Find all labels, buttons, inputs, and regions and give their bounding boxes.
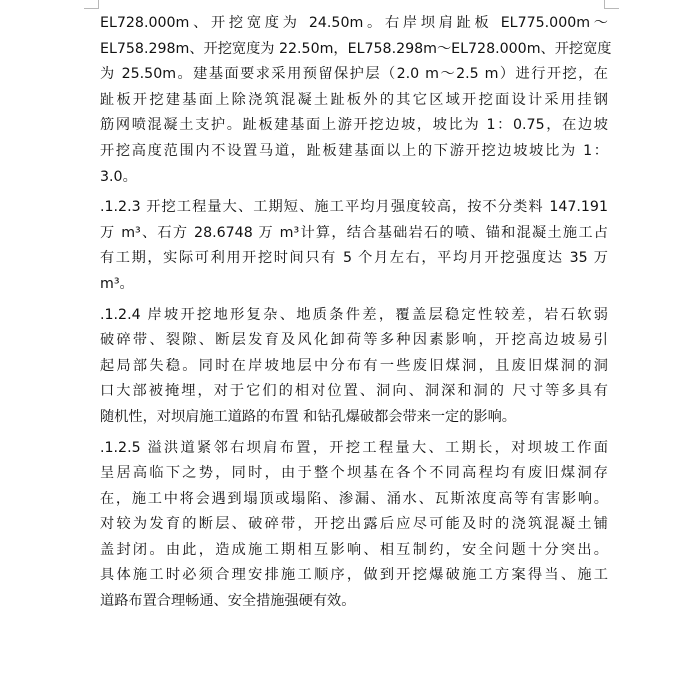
- paragraph-intro: [100, 11, 612, 190]
- text-line: 具体施工时必须合理安排施工顺序，做到开挖爆破施工方案得当、施工: [100, 567, 608, 584]
- text-line: 道路布置合理畅通、安全措施强硬有效。: [100, 593, 356, 610]
- text-line: 呈居高临下之势，同时，由于整个坝基在各个不同高程均有废旧煤洞存: [100, 465, 608, 482]
- text-line: 万 m³、石方 28.6748 万 m³计算，结合基础岩石的喷、锚和混凝土施工占: [100, 224, 608, 241]
- document-body[interactable]: [100, 11, 612, 615]
- text-line: 筋网喷混凝土支护。趾板建基面上游开挖边坡，坡比为 1：0.75，在边坡: [100, 117, 608, 134]
- text-line: 开挖高度范围内不设置马道，趾板建基面以上的下游开挖边坡坡比为 1：: [100, 142, 608, 159]
- text-line: 随机性，对坝肩施工道路的布置 和钻孔爆破都会带来一定的影响。: [100, 408, 516, 425]
- text-line: 破碎带、裂隙、断层发育及风化卸荷等多种因素影响，开挖高边坡易引: [100, 332, 608, 349]
- page-corner-mark-right: [604, 0, 619, 9]
- text-line: 3.0。: [100, 168, 137, 185]
- text-line: .1.2.3 开挖工程量大、工期短、施工平均月强度较高，按不分类料 147.191: [100, 199, 608, 216]
- page-corner-mark-left: [84, 0, 99, 9]
- text-line: 为 25.50m。建基面要求采用预留保护层（2.0 m～2.5 m）进行开挖，在: [100, 66, 608, 83]
- text-line: 趾板开挖建基面上除浇筑混凝土趾板外的其它区域开挖面设计采用挂钢: [100, 91, 608, 108]
- text-line: m³。: [100, 275, 134, 292]
- text-line: 起局部失稳。同时在岸坡地层中分布有一些废旧煤洞，且废旧煤洞的洞: [100, 357, 608, 374]
- paragraph-1-2-4: [100, 303, 608, 431]
- text-line: 盖封闭。由此，造成施工期相互影响、相互制约，安全问题十分突出。: [100, 541, 608, 558]
- text-line: 对较为发育的断层、破碎带，开挖出露后应尽可能及时的浇筑混凝土铺: [100, 516, 608, 533]
- text-line: .1.2.4 岸坡开挖地形复杂、地质条件差，覆盖层稳定性较差，岩石软弱: [100, 306, 608, 323]
- paragraph-1-2-3: [100, 195, 608, 297]
- text-line: EL728.000m、开挖宽度为 24.50m。右岸坝肩趾板 EL775.000m～: [100, 15, 608, 31]
- text-line: 口大部被掩埋，对于它们的相对位置、洞向、洞深和洞的 尺寸等多具有: [100, 383, 608, 400]
- text-line: 有工期，实际可利用开挖时间只有 5 个月左右，平均月开挖强度达 35 万: [100, 250, 608, 267]
- text-line: 在，施工中将会遇到塌顶或塌陷、渗漏、涌水、瓦斯浓度高等有害影响。: [100, 490, 608, 507]
- text-line: EL758.298m、开挖宽度为 22.50m，EL758.298m～EL728.000m、开挖宽度: [100, 40, 612, 57]
- text-line: .1.2.5 溢洪道紧邻右坝肩布置，开挖工程量大、工期长，对坝坡工作面: [100, 439, 608, 456]
- paragraph-1-2-5: [100, 436, 608, 615]
